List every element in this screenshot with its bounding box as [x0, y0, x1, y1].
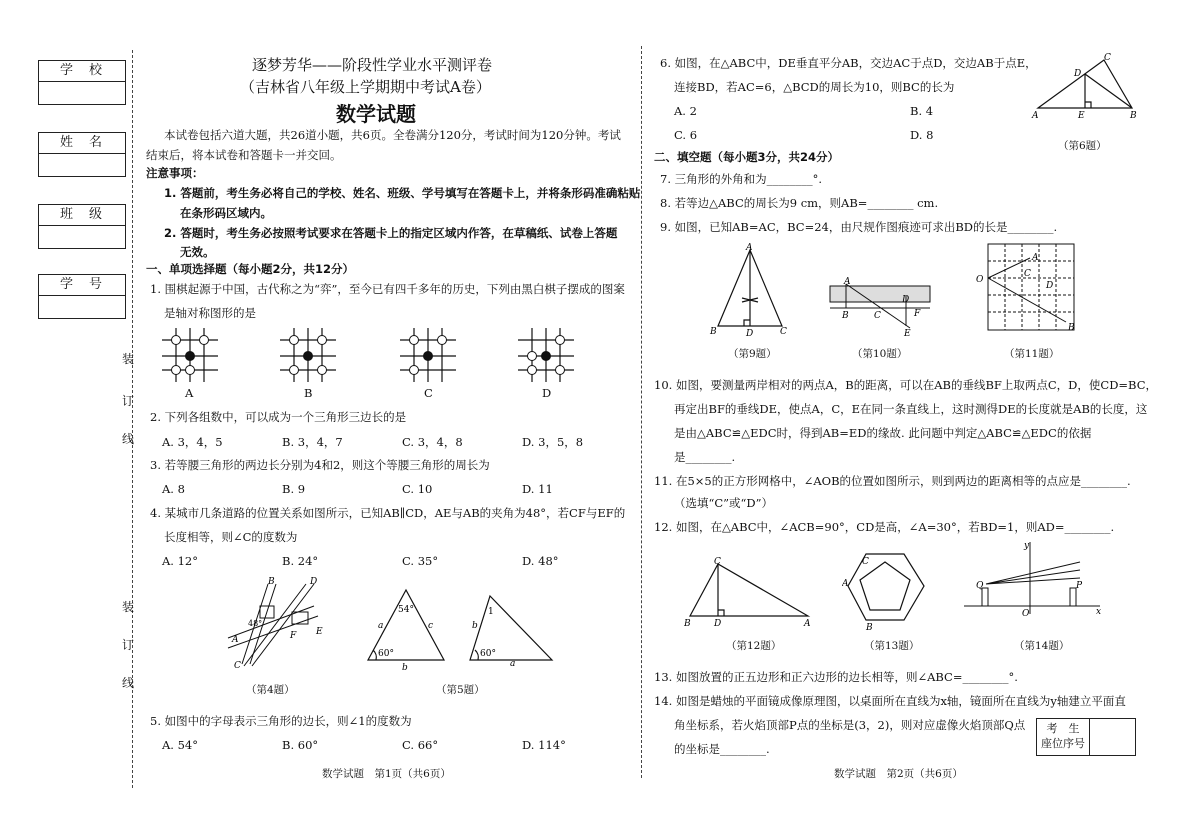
- q11-line2: （选填“C”或“D”）: [674, 496, 774, 510]
- svg-text:B: B: [866, 623, 873, 632]
- q6-figure: [1030, 52, 1140, 122]
- q1-line2: 是轴对称图形的是: [164, 306, 256, 320]
- q3-text: 3. 若等腰三角形的两边长分别为4和2，则这个等腰三角形的周长为: [150, 458, 490, 472]
- svg-text:A: A: [232, 635, 239, 645]
- school-field[interactable]: [38, 60, 126, 105]
- q12-figure: [684, 554, 814, 630]
- svg-text:c: c: [428, 621, 434, 631]
- footer-left: 数学试题 第1页（共6页）: [322, 768, 451, 780]
- svg-text:B: B: [1068, 323, 1075, 333]
- intro-line1: 本试卷包括六道大题，共26道小题，共6页。全卷满分120分，考试时间为120分钟。考试: [164, 128, 621, 142]
- section2-title: 二、填空题（每小题3分，共24分）: [654, 150, 840, 164]
- svg-text:A: A: [842, 579, 849, 589]
- q3-choice-c[interactable]: C. 10: [402, 482, 433, 496]
- binding-char-3: 线: [122, 432, 135, 446]
- q3-choice-d[interactable]: D. 11: [522, 482, 553, 496]
- caption-q11: （第11题）: [1004, 348, 1060, 360]
- header-line1: 逐梦芳华——阶段性学业水平测评卷: [252, 56, 493, 74]
- q9-text: 9. 如图，已知AB=AC，BC=24，由尺规作图痕迹可求出BD的长是________.: [660, 220, 1058, 234]
- svg-text:O: O: [976, 275, 984, 285]
- caption-q14: （第14题）: [1014, 640, 1070, 652]
- svg-text:A: A: [804, 619, 811, 629]
- q3-choice-a[interactable]: A. 8: [162, 482, 185, 496]
- q1-go-figures: [160, 328, 600, 384]
- q14-line3: 的坐标是________.: [674, 742, 770, 756]
- q14-line1: 14. 如图是蜡烛的平面镜成像原理图，以桌面所在直线为x轴，镜面所在直线为y轴建立平面直: [654, 694, 1126, 708]
- svg-text:B: B: [842, 311, 849, 321]
- q10-line2: 再定出BF的垂线DE，使点A，C，E在同一条直线上，这时测得DE的长度就是AB的长度，这: [674, 402, 1148, 416]
- svg-text:60°: 60°: [480, 649, 496, 659]
- caption-q12: （第12题）: [726, 640, 782, 652]
- svg-text:D: D: [1046, 281, 1054, 291]
- q13-text: 13. 如图放置的正五边形和正六边形的边长相等，则∠ABC=________°.: [654, 670, 1018, 684]
- binding-char-1: 装: [122, 352, 135, 366]
- q6-choice-d[interactable]: D. 8: [910, 128, 934, 142]
- svg-text:C: C: [234, 661, 241, 671]
- q4-choice-d[interactable]: D. 48°: [522, 554, 559, 568]
- svg-text:A: A: [1032, 111, 1039, 121]
- q2-choice-a[interactable]: A. 3，4，5: [162, 435, 223, 449]
- q5-choice-c[interactable]: C. 66°: [402, 738, 439, 752]
- page-divider: [641, 46, 642, 778]
- q10-figure: [826, 276, 936, 340]
- svg-text:O: O: [1022, 609, 1030, 619]
- page-title: 数学试题: [336, 102, 416, 126]
- note1a: 1. 答题前，考生务必将自己的学校、姓名、班级、学号填写在答题卡上，并将条形码准确粘贴: [164, 186, 641, 200]
- q2-choices: [162, 434, 642, 450]
- binding-char-4: 装: [122, 600, 135, 614]
- q5-choices: [162, 738, 642, 752]
- q1-label-d: D: [542, 386, 552, 400]
- q5-choice-b[interactable]: B. 60°: [282, 738, 319, 752]
- name-label: 姓名: [39, 133, 125, 154]
- number-label: 学号: [39, 275, 125, 296]
- q4-line1: 4. 某城市几条道路的位置关系如图所示，已知AB∥CD，AE与AB的夹角为48°，若CF与EF的: [150, 506, 626, 520]
- seat-number-box[interactable]: [1036, 718, 1136, 756]
- seat-number-label: 考 生 座位序号: [1037, 719, 1090, 755]
- svg-text:b: b: [472, 621, 478, 631]
- q4-choices: [162, 554, 642, 568]
- q4-figure: [220, 576, 330, 672]
- notes-title: 注意事项：: [146, 166, 204, 180]
- svg-text:F: F: [290, 631, 297, 641]
- q1-line1: 1. 围棋起源于中国，古代称之为“弈”，至今已有四千多年的历史，下列由黑白棋子摆成的图案: [150, 282, 625, 296]
- svg-text:54°: 54°: [398, 605, 414, 615]
- q6-choice-b[interactable]: B. 4: [910, 104, 934, 118]
- q13-figure: [842, 550, 932, 632]
- svg-text:C: C: [714, 557, 721, 567]
- q2-choice-d[interactable]: D. 3，5，8: [522, 435, 584, 449]
- q1-label-b: B: [304, 386, 313, 400]
- class-label: 班级: [39, 205, 125, 226]
- q2-text: 2. 下列各组数中，可以成为一个三角形三边长的是: [150, 410, 407, 424]
- q10-line3: 是由△ABC≌△EDC时，得到AB=ED的缘故. 此问题中判定△ABC≌△EDC的依据: [674, 426, 1092, 440]
- svg-text:D: D: [714, 619, 722, 629]
- q5-figure: [360, 586, 560, 670]
- q1-label-a: A: [185, 386, 194, 400]
- svg-text:C: C: [1104, 53, 1111, 63]
- svg-text:y: y: [1024, 541, 1030, 551]
- section1-title: 一、单项选择题（每小题2分，共12分）: [146, 262, 355, 276]
- svg-text:Q: Q: [976, 581, 984, 591]
- q6-line1: 6. 如图，在△ABC中，DE垂直平分AB，交边AC于点D，交边AB于点E，: [660, 56, 1037, 70]
- svg-text:48°: 48°: [248, 619, 263, 628]
- number-field[interactable]: [38, 274, 126, 319]
- q3-choice-b[interactable]: B. 9: [282, 482, 306, 496]
- binding-char-6: 线: [122, 676, 135, 690]
- school-label: 学校: [39, 61, 125, 82]
- svg-text:C: C: [862, 557, 869, 567]
- caption-q4: （第4题）: [246, 684, 295, 696]
- note2b: 无效。: [180, 245, 215, 259]
- q4-line2: 长度相等，则∠C的度数为: [164, 530, 298, 544]
- header-line2: （吉林省八年级上学期期中考试A卷）: [240, 78, 491, 96]
- footer-right: 数学试题 第2页（共6页）: [834, 768, 963, 780]
- svg-text:E: E: [1078, 111, 1085, 121]
- q14-line2: 角坐标系，若火焰顶部P点的坐标是(3，2)，则对应虚像火焰顶部Q点: [674, 718, 1026, 732]
- svg-text:A: A: [746, 243, 753, 253]
- q6-choice-c[interactable]: C. 6: [674, 128, 698, 142]
- q11-figure: [972, 240, 1082, 336]
- svg-text:D: D: [1074, 69, 1082, 79]
- q6-line2: 连接BD，若AC=6，△BCD的周长为10，则BC的长为: [674, 80, 955, 94]
- q5-choice-a[interactable]: A. 54°: [162, 738, 198, 752]
- q4-choice-c[interactable]: C. 35°: [402, 554, 439, 568]
- q4-choice-a[interactable]: A. 12°: [162, 554, 198, 568]
- svg-text:a: a: [510, 659, 516, 669]
- binding-char-5: 订: [122, 638, 135, 652]
- q5-choice-d[interactable]: D. 114°: [522, 738, 566, 752]
- q12-text: 12. 如图，在△ABC中，∠ACB=90°，CD是高，∠A=30°，若BD=1，则AD=________.: [654, 520, 1115, 534]
- note1b: 在条形码区域内。: [180, 206, 272, 220]
- seat-number-blank[interactable]: [1090, 719, 1135, 755]
- svg-text:x: x: [1096, 607, 1102, 617]
- svg-text:B: B: [268, 577, 275, 587]
- q10-line4: 是________.: [674, 450, 736, 464]
- svg-text:F: F: [914, 309, 921, 319]
- q4-choice-b[interactable]: B. 24°: [282, 554, 319, 568]
- svg-text:A: A: [844, 277, 851, 287]
- svg-text:P: P: [1076, 581, 1083, 591]
- svg-text:D: D: [902, 295, 910, 305]
- caption-q6: （第6题）: [1058, 140, 1107, 152]
- svg-text:b: b: [402, 663, 408, 670]
- q10-line1: 10. 如图，要测量两岸相对的两点A，B的距离，可以在AB的垂线BF上取两点C，D，使CD=BC，: [654, 378, 1158, 392]
- svg-text:C: C: [780, 327, 787, 337]
- svg-text:E: E: [316, 627, 323, 637]
- svg-text:B: B: [1130, 111, 1137, 121]
- binding-char-2: 订: [122, 394, 135, 408]
- svg-text:C: C: [874, 311, 881, 321]
- note2a: 2. 答题时，考生务必按照考试要求在答题卡上的指定区域内作答，在草稿纸、试卷上答题: [164, 226, 618, 240]
- svg-text:a: a: [378, 621, 384, 631]
- svg-text:1: 1: [488, 607, 494, 617]
- caption-q13: （第13题）: [864, 640, 920, 652]
- q7-text: 7. 三角形的外角和为________°.: [660, 172, 823, 186]
- caption-q10: （第10题）: [852, 348, 908, 360]
- q1-label-c: C: [424, 386, 433, 400]
- q11-line1: 11. 在5×5的正方形网格中，∠AOB的位置如图所示，则到两边的距离相等的点应是________.: [654, 474, 1131, 488]
- q3-choices: [162, 482, 642, 496]
- q9-figure: [704, 242, 794, 338]
- svg-text:60°: 60°: [378, 649, 394, 659]
- svg-text:A: A: [1032, 253, 1039, 263]
- q8-text: 8. 若等边△ABC的周长为9 cm，则AB=________ cm.: [660, 196, 939, 210]
- svg-text:B: B: [684, 619, 691, 629]
- class-field[interactable]: [38, 204, 126, 249]
- intro-line2: 结束后，将本试卷和答题卡一并交回。: [146, 148, 342, 162]
- svg-text:E: E: [904, 329, 911, 339]
- svg-text:B: B: [710, 327, 717, 337]
- caption-q5: （第5题）: [436, 684, 485, 696]
- q5-text: 5. 如图中的字母表示三角形的边长，则∠1的度数为: [150, 714, 412, 728]
- q2-choice-b[interactable]: B. 3，4，7: [282, 435, 343, 449]
- q2-choice-c[interactable]: C. 3，4，8: [402, 435, 463, 449]
- caption-q9: （第9题）: [728, 348, 777, 360]
- name-field[interactable]: [38, 132, 126, 177]
- q6-choice-a[interactable]: A. 2: [674, 104, 697, 118]
- svg-text:C: C: [1024, 269, 1031, 279]
- q14-figure: [960, 540, 1110, 620]
- svg-text:D: D: [746, 329, 754, 338]
- svg-text:D: D: [310, 577, 318, 587]
